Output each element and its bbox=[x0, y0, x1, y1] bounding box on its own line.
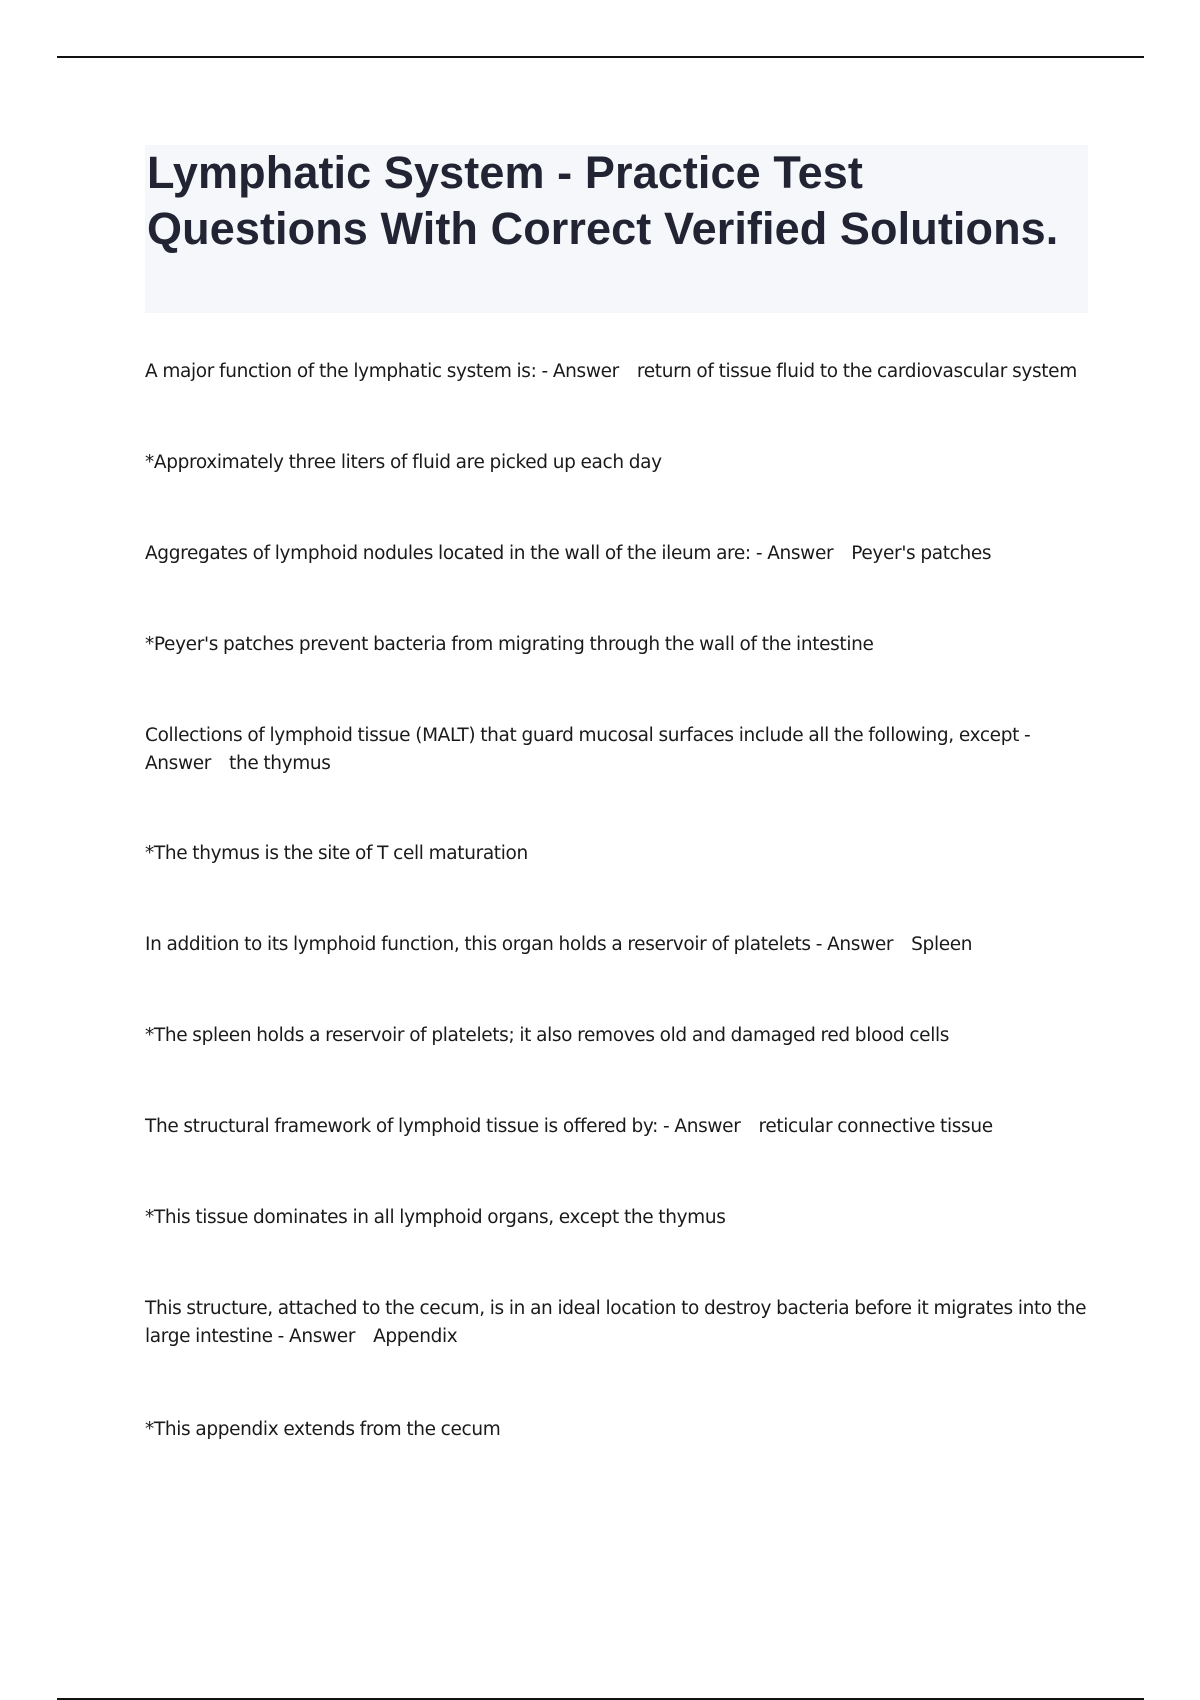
qa-item-5 bbox=[145, 1113, 1090, 1141]
note-item-4: *The spleen holds a reservoir of platelets; it also removes old and damaged red blood cells bbox=[145, 1025, 950, 1046]
question-text: A major function of the lymphatic system is: - Answer bbox=[145, 361, 619, 382]
answer-text: Spleen bbox=[911, 934, 973, 955]
note-item-5: *This tissue dominates in all lymphoid organs, except the thymus bbox=[145, 1207, 726, 1228]
qa-item-3 bbox=[145, 722, 1090, 778]
note-item-2: *Peyer's patches prevent bacteria from migrating through the wall of the intestine bbox=[145, 634, 874, 655]
qa-item-2 bbox=[145, 540, 1090, 568]
question-text: The structural framework of lymphoid tissue is offered by: - Answer bbox=[145, 1116, 741, 1137]
answer-text: Peyer's patches bbox=[851, 543, 992, 564]
qa-item-4 bbox=[145, 931, 1090, 959]
answer-text: the thymus bbox=[229, 753, 331, 774]
answer-text: return of tissue fluid to the cardiovascular system bbox=[636, 361, 1077, 382]
question-text: This structure, attached to the cecum, is in an ideal location to destroy bacteria before it migrates into the large intestine - Answer bbox=[145, 1298, 1087, 1347]
qa-item-1 bbox=[145, 358, 1090, 386]
note-item-1: *Approximately three liters of fluid are picked up each day bbox=[145, 452, 662, 473]
qa-item-6 bbox=[145, 1295, 1090, 1351]
title-banner bbox=[145, 145, 1088, 313]
answer-text: reticular connective tissue bbox=[758, 1116, 993, 1137]
question-text: Aggregates of lymphoid nodules located in the wall of the ileum are: - Answer bbox=[145, 543, 834, 564]
note-item-6: *This appendix extends from the cecum bbox=[145, 1419, 501, 1440]
question-text: In addition to its lymphoid function, this organ holds a reservoir of platelets - Answer bbox=[145, 934, 894, 955]
page-title: Lymphatic System - Practice Test Questions With Correct Verified Solutions. bbox=[147, 147, 1059, 254]
note-item-3: *The thymus is the site of T cell maturation bbox=[145, 843, 528, 864]
question-text: Collections of lymphoid tissue (MALT) that guard mucosal surfaces include all the following, except - Answer bbox=[145, 725, 1031, 774]
answer-text: Appendix bbox=[373, 1326, 458, 1347]
top-rule bbox=[57, 56, 1144, 58]
